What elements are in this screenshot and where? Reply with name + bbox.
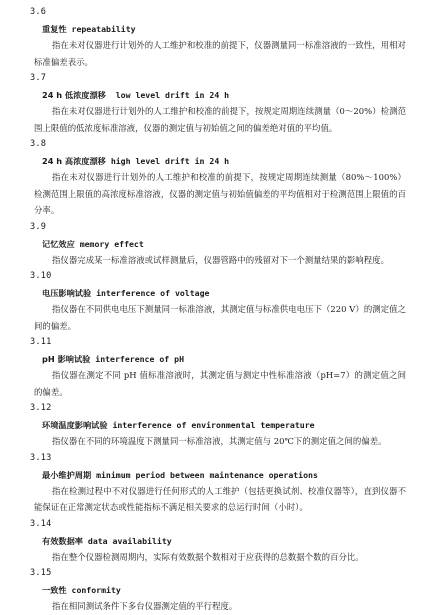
term-zh: 电压影响试验 xyxy=(42,288,92,298)
term-en: repeatability xyxy=(71,24,136,34)
section-3-11 xyxy=(30,336,406,400)
term-zh: 24 h 高浓度漂移 xyxy=(42,156,106,166)
term-en: high level drift in 24 h xyxy=(110,156,230,166)
section-number: 3.13 xyxy=(30,452,52,463)
term-heading xyxy=(42,469,406,482)
term-definition: 指在整个仪器检测周期内，实际有效数据个数相对于应获得的总数据个数的百分比。 xyxy=(52,551,364,562)
term-en: interference of voltage xyxy=(96,288,210,298)
term-definition: 指仪器在测定不同 pH 值标准溶液时，其测定值与测定中性标准溶液（pH=7）的测定值之间的偏差。 xyxy=(34,370,406,397)
term-zh: 最小维护周期 xyxy=(42,469,92,480)
term-heading xyxy=(42,419,406,432)
term-en: memory effect xyxy=(79,238,144,249)
section-number: 3.9 xyxy=(30,221,47,232)
term-definition: 指在未对仪器进行计划外的人工维护和校准的前提下，仪器测量同一标准溶液的一致性，用相对标准偏差表示。 xyxy=(34,40,406,67)
section-3-15 xyxy=(30,567,406,615)
section-number: 3.12 xyxy=(30,403,52,413)
term-en: data availability xyxy=(87,535,172,546)
term-en: interference of environmental temperature xyxy=(112,420,315,430)
section-3-14 xyxy=(30,518,406,566)
section-number: 3.14 xyxy=(30,518,52,529)
term-zh: 24 h 低浓度漂移 xyxy=(42,90,106,100)
term-heading xyxy=(42,353,406,366)
term-definition: 指仪器完成某一标准溶液或试样测量后，仪器管路中的残留对下一个测量结果的影响程度。 xyxy=(52,254,389,265)
term-zh: 记忆效应 xyxy=(42,238,75,249)
term-en: conformity xyxy=(71,585,121,595)
term-definition: 指在相同测试条件下多台仪器测定值的平行程度。 xyxy=(52,601,238,611)
section-number: 3.11 xyxy=(30,337,52,347)
term-zh: 有效数据率 xyxy=(42,535,83,546)
section-3-10 xyxy=(30,270,406,334)
term-heading xyxy=(42,23,406,36)
term-zh: 一致性 xyxy=(42,585,67,595)
term-definition: 指在未对仪器进行计划外的人工维护和校准的前提下，按规定周期连续测量（0～20%）检测范围上限值的低浓度标准溶液，仪器的测定值与初始值之间的偏差绝对值的平均值。 xyxy=(34,106,406,133)
section-3-7 xyxy=(30,72,406,136)
term-en: low level drift in 24 h xyxy=(115,90,230,100)
section-number: 3.6 xyxy=(30,7,47,17)
term-zh: 重复性 xyxy=(42,24,67,34)
term-zh: 环境温度影响试验 xyxy=(42,420,108,430)
section-number: 3.7 xyxy=(30,73,47,83)
section-number: 3.8 xyxy=(30,139,47,149)
term-definition: 指在检测过程中不对仪器进行任何形式的人工维护（包括更换试剂、校准仪器等），直到仪器不能保证在正常测定状态或性能指标不满足相关要求的总运行时间（小时）。 xyxy=(34,485,406,512)
term-heading xyxy=(42,238,406,251)
term-definition: 指仪器在不同的环境温度下测量同一标准溶液，其测定值与 20℃下的测定值之间的偏差。 xyxy=(52,436,387,446)
section-3-9 xyxy=(30,221,406,269)
section-3-8 xyxy=(30,138,406,219)
term-definition: 指在未对仪器进行计划外的人工维护和校准的前提下，按规定周期连续测量（80%～100%）检测范围上限值的高浓度标准溶液，仪器的测定值与初始值偏差的平均值相对于检测范围上限值的百分率。 xyxy=(34,172,406,215)
term-en: minimum period between maintenance operations xyxy=(96,469,318,480)
term-zh: pH 影响试验 xyxy=(42,354,91,364)
term-heading xyxy=(42,535,406,548)
term-definition: 指仪器在不同供电电压下测量同一标准溶液，其测定值与标准供电电压下（220 V）的测定值之间的偏差。 xyxy=(34,304,406,331)
section-number: 3.10 xyxy=(30,271,52,281)
term-heading xyxy=(42,155,406,168)
term-heading xyxy=(42,584,406,597)
section-3-6 xyxy=(30,6,406,70)
section-3-13 xyxy=(30,452,406,516)
term-en: interference of pH xyxy=(95,354,184,364)
section-3-12 xyxy=(30,402,406,450)
term-heading xyxy=(42,89,406,102)
section-number: 3.15 xyxy=(30,568,52,578)
term-heading xyxy=(42,287,406,300)
